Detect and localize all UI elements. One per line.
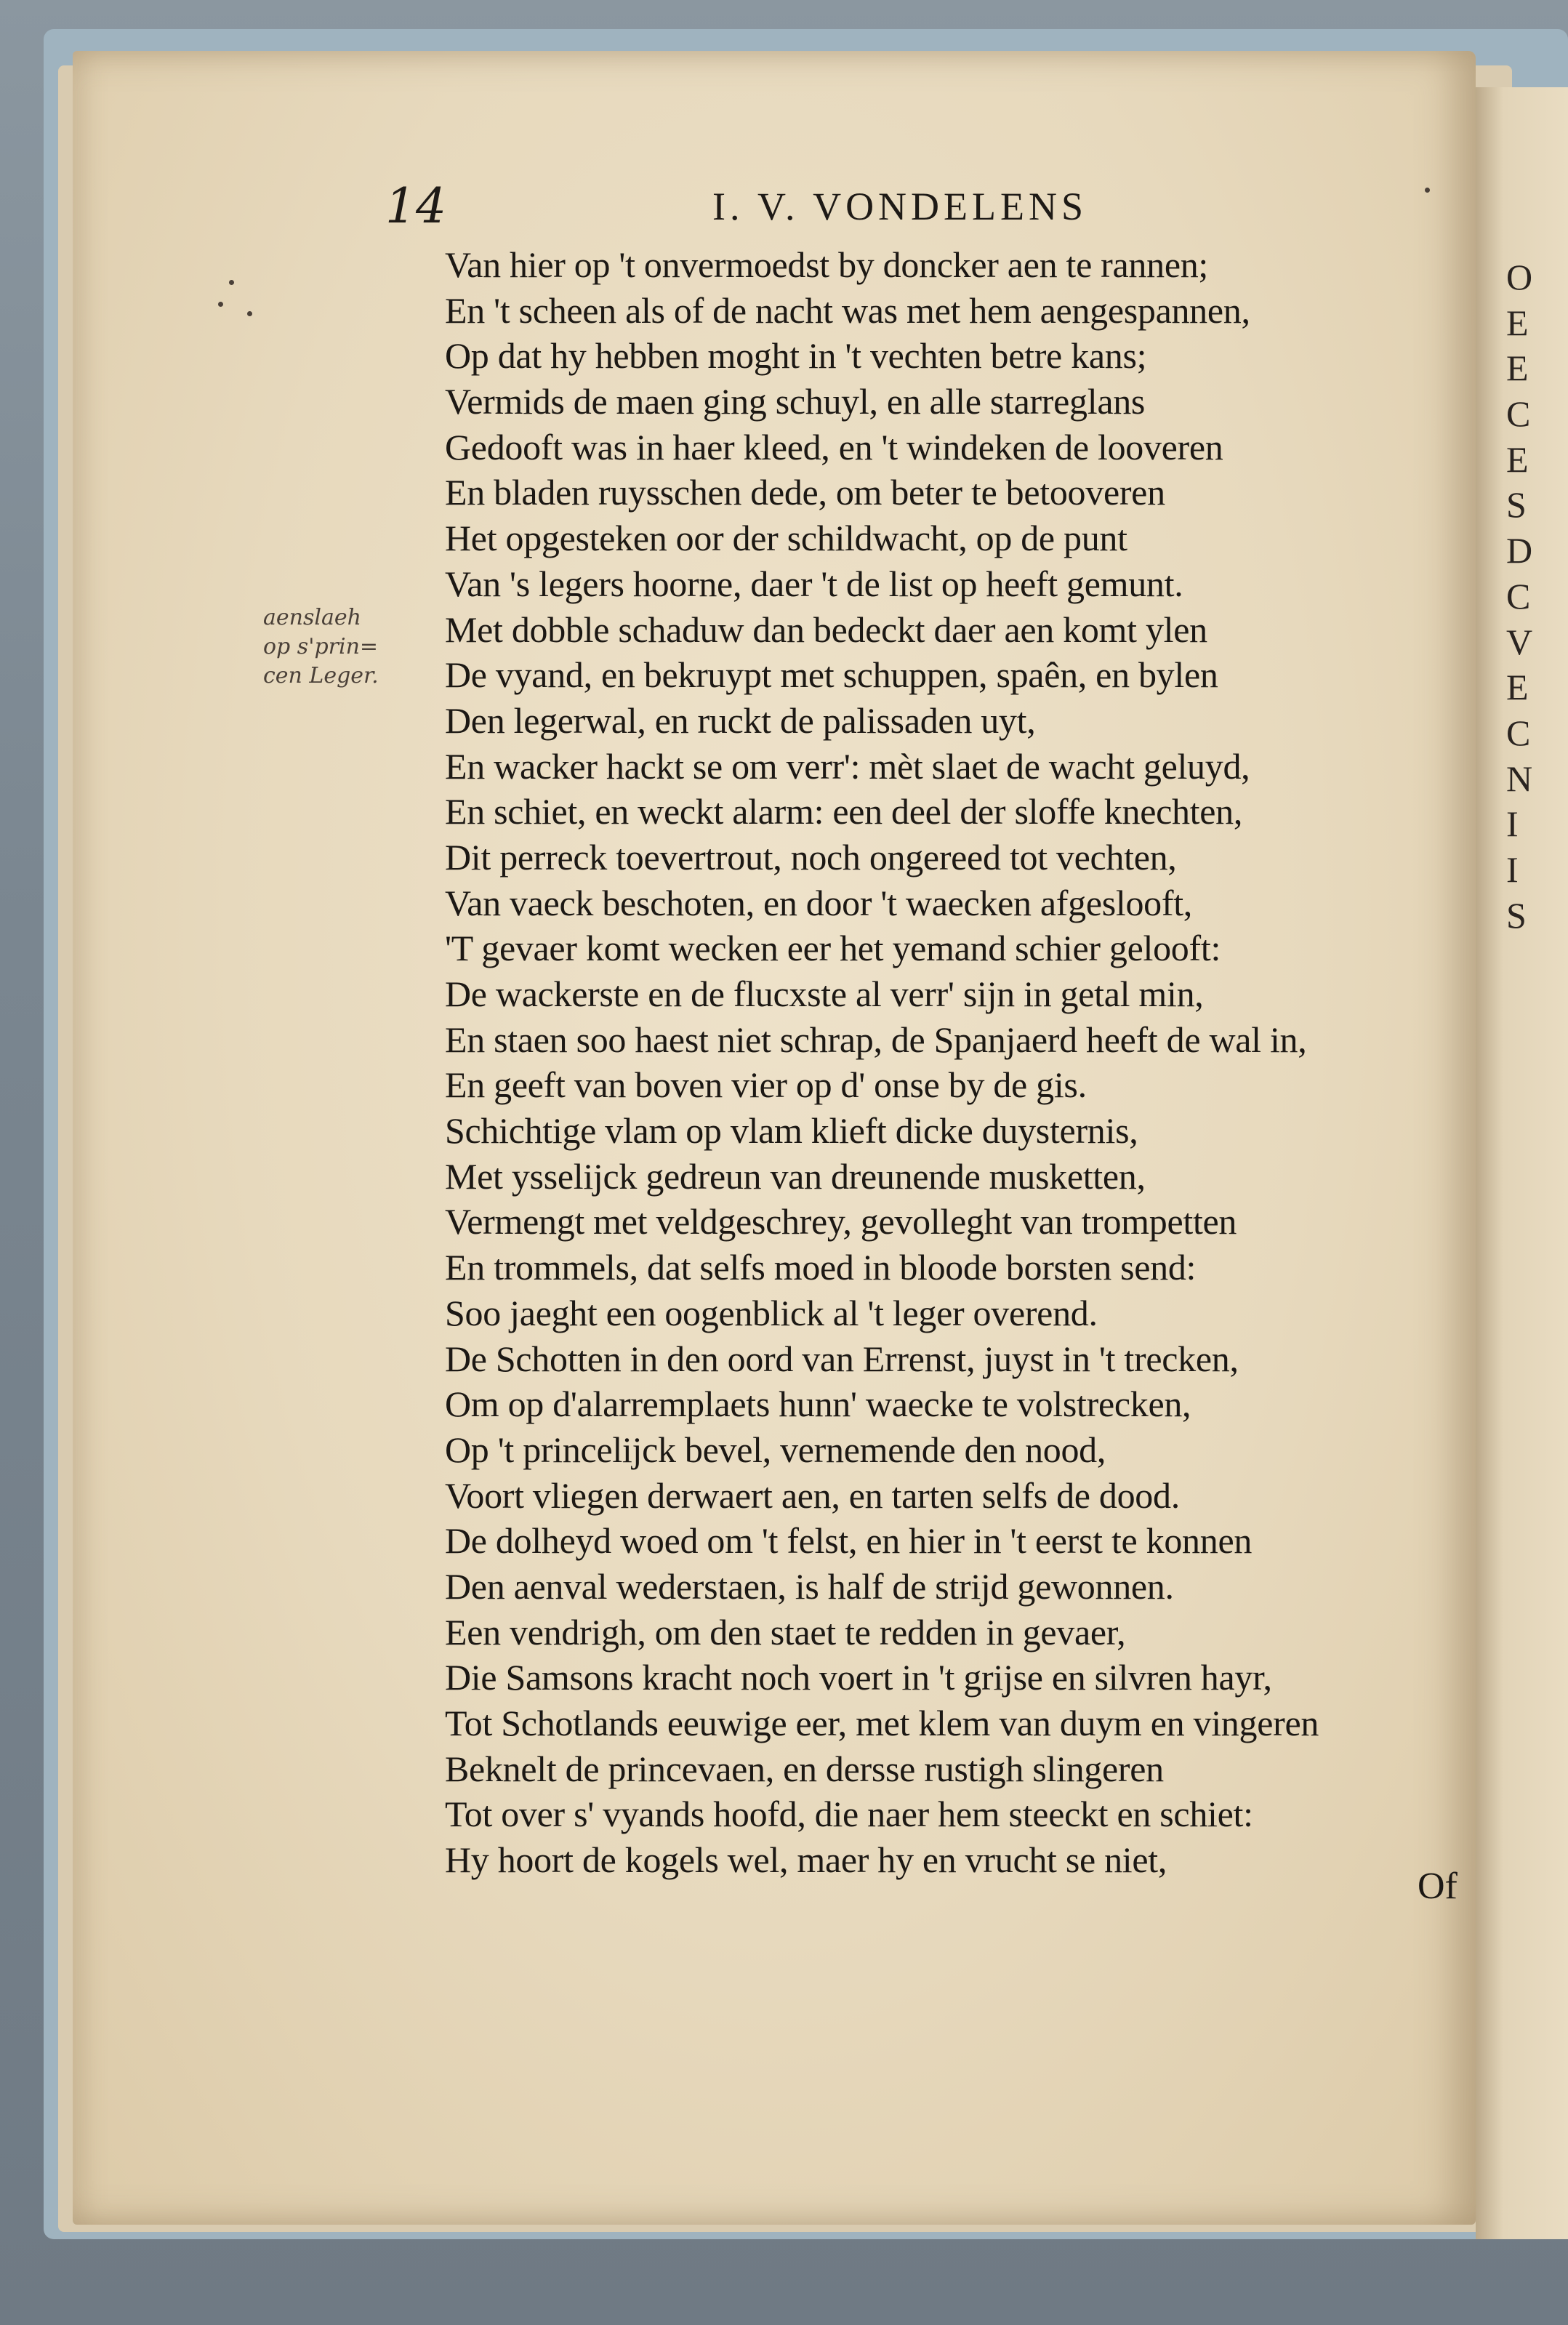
facing-page-letter: E bbox=[1506, 438, 1529, 480]
facing-page-letter: I bbox=[1506, 848, 1519, 890]
facing-page-letter: C bbox=[1506, 575, 1531, 617]
ink-speck bbox=[218, 302, 223, 307]
text-line: Den aenval wederstaen, is half de strijd gewonnen. bbox=[445, 1565, 1174, 1607]
text-line: Den legerwal, en ruckt de palissaden uyt, bbox=[445, 699, 1036, 741]
text-line: Van vaeck beschoten, en door 't waecken afgeslooft, bbox=[445, 882, 1193, 923]
text-line: De Schotten in den oord van Errenst, juyst in 't trecken, bbox=[445, 1338, 1239, 1379]
facing-page-letter: E bbox=[1506, 348, 1529, 389]
text-line: Met dobble schaduw dan bedeckt daer aen komt ylen bbox=[445, 609, 1207, 650]
poem-text bbox=[445, 242, 1455, 1883]
facing-page-letter: S bbox=[1506, 484, 1527, 526]
text-line: Vermids de maen ging schuyl, en alle starreglans bbox=[445, 381, 1146, 422]
text-line: Op dat hy hebben moght in 't vechten betre kans; bbox=[445, 335, 1147, 377]
text-line: Van hier op 't onvermoedst by doncker aen te rannen; bbox=[445, 244, 1209, 285]
marginal-note-line: cen Leger. bbox=[263, 663, 379, 688]
facing-page-letter: V bbox=[1506, 621, 1533, 662]
text-line: En schiet, en weckt alarm: een deel der sloffe knechten, bbox=[445, 791, 1243, 832]
text-line: Met ysselijck gedreun van dreunende musketten, bbox=[445, 1155, 1146, 1197]
text-line: En bladen ruysschen dede, om beter te betooveren bbox=[445, 472, 1165, 513]
text-line: En wacker hackt se om verr': mèt slaet de wacht geluyd, bbox=[445, 745, 1250, 787]
marginal-note bbox=[263, 603, 438, 691]
text-line: Van 's legers hoorne, daer 't de list op heeft gemunt. bbox=[445, 563, 1183, 604]
page-header bbox=[0, 178, 1568, 244]
ink-speck bbox=[229, 280, 234, 285]
facing-page-letter: S bbox=[1506, 894, 1527, 936]
facing-page-letter: N bbox=[1506, 758, 1533, 799]
text-line: Soo jaeght een oogenblick al 't leger overend. bbox=[445, 1292, 1098, 1333]
text-line: En staen soo haest niet schrap, de Spanjaerd heeft de wal in, bbox=[445, 1019, 1307, 1060]
page-number: 14 bbox=[385, 178, 446, 234]
text-line: Om op d'alarremplaets hunn' waecke te volstrecken, bbox=[445, 1384, 1191, 1425]
text-line: Hy hoort de kogels wel, maer hy en vrucht se niet, bbox=[445, 1839, 1167, 1881]
text-line: En 't scheen als of de nacht was met hem aengespannen, bbox=[445, 289, 1250, 331]
text-line: De vyand, en bekruypt met schuppen, spaên, en bylen bbox=[445, 654, 1218, 696]
text-line: Een vendrigh, om den staet te redden in gevaer, bbox=[445, 1611, 1126, 1653]
text-line: Vermengt met veldgeschrey, gevolleght van trompetten bbox=[445, 1201, 1237, 1242]
text-line: En geeft van boven vier op d' onse by de gis. bbox=[445, 1064, 1087, 1106]
marginal-note-line: op s'prin= bbox=[263, 634, 379, 659]
facing-page-text bbox=[1506, 254, 1568, 938]
text-line: Op 't princelijck bevel, vernemende den nood, bbox=[445, 1429, 1106, 1470]
ink-speck bbox=[247, 311, 252, 316]
text-line: En trommels, dat selfs moed in bloode borsten send: bbox=[445, 1247, 1197, 1288]
facing-page-letter: C bbox=[1506, 712, 1531, 753]
facing-page-letter: I bbox=[1506, 803, 1519, 845]
text-line: Tot over s' vyands hoofd, die naer hem steeckt en schiet: bbox=[445, 1794, 1253, 1835]
running-title: I. V. VONDELENS bbox=[712, 185, 1088, 228]
facing-page-letter: C bbox=[1506, 393, 1531, 435]
text-line: 'T gevaer komt wecken eer het yemand schier gelooft: bbox=[445, 928, 1221, 969]
text-line: De wackerste en de flucxste al verr' sijn in getal min, bbox=[445, 973, 1204, 1014]
facing-page-letter: D bbox=[1506, 530, 1533, 571]
text-line: Beknelt de princevaen, en dersse rustigh slingeren bbox=[445, 1748, 1164, 1789]
text-line: Het opgesteken oor der schildwacht, op de punt bbox=[445, 518, 1127, 559]
text-line: Die Samsons kracht noch voert in 't grijse en silvren hayr, bbox=[445, 1657, 1272, 1698]
facing-page-letter: O bbox=[1506, 257, 1533, 297]
facing-page-letter: E bbox=[1506, 302, 1529, 343]
text-line: Dit perreck toevertrout, noch ongereed tot vechten, bbox=[445, 836, 1177, 878]
marginal-note-line: aenslaeh bbox=[263, 605, 361, 630]
text-line: Voort vliegen derwaert aen, en tarten selfs de dood. bbox=[445, 1474, 1180, 1516]
facing-page-letter: E bbox=[1506, 667, 1529, 708]
catchword: Of bbox=[1418, 1866, 1458, 1907]
text-line: Tot Schotlands eeuwige eer, met klem van duym en vingeren bbox=[445, 1703, 1319, 1743]
ink-speck bbox=[1425, 188, 1430, 193]
text-line: De dolheyd woed om 't felst, en hier in 't eerst te konnen bbox=[445, 1520, 1253, 1562]
text-line: Schichtige vlam op vlam klieft dicke duysternis, bbox=[445, 1110, 1138, 1152]
text-line: Gedooft was in haer kleed, en 't windeken de looveren bbox=[445, 426, 1223, 467]
